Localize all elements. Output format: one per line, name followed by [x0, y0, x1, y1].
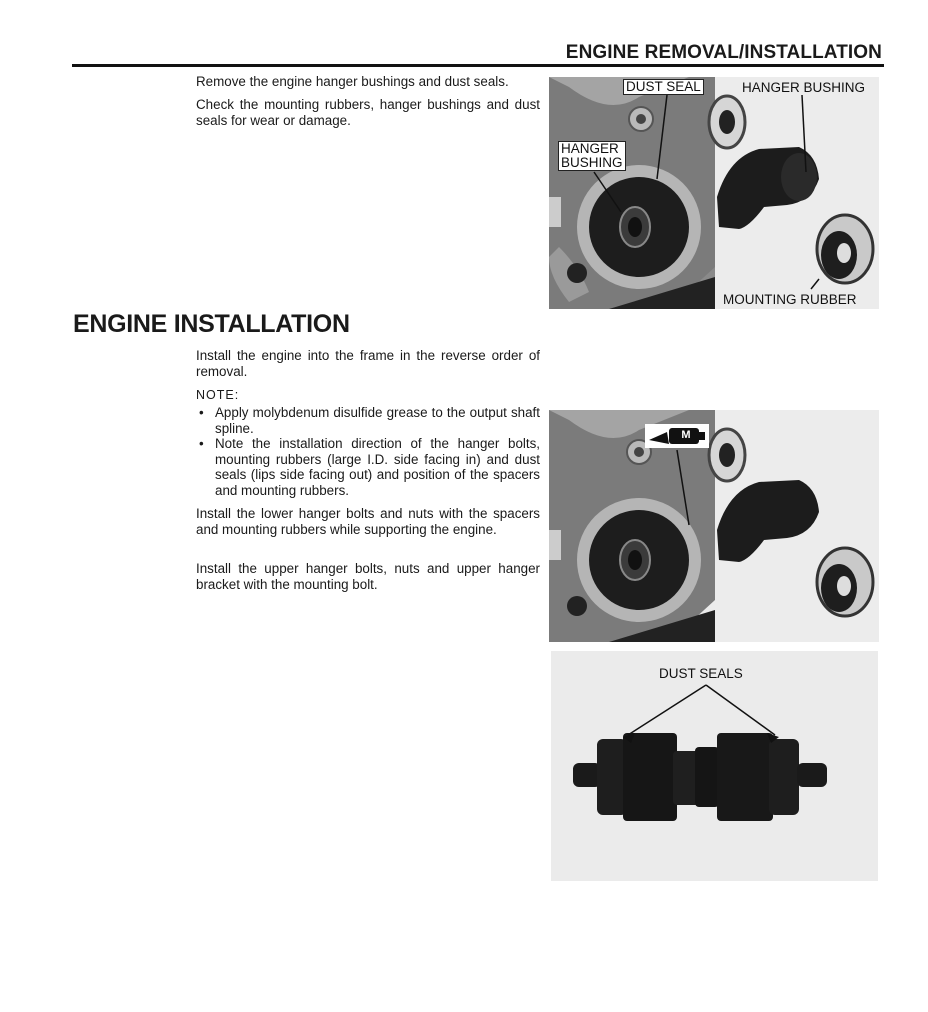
check-instruction: Check the mounting rubbers, hanger bushings and dust seals for wear or damage. [196, 97, 540, 128]
photo-installation [549, 410, 879, 642]
note-label: NOTE: [196, 388, 240, 402]
photo-hanger-bushing-removal [549, 77, 879, 309]
note-list [196, 405, 540, 499]
label-dust-seals: DUST SEALS [659, 666, 743, 681]
grease-symbol-letter: M [681, 429, 691, 441]
page-header-title: ENGINE REMOVAL/INSTALLATION [565, 42, 882, 63]
label-hanger-bushing-right: HANGER BUSHING [742, 80, 866, 95]
install-reverse-instruction: Install the engine into the frame in the reverse order of removal. [196, 348, 540, 379]
photo-dust-seals [551, 651, 878, 881]
section-title-engine-installation: ENGINE INSTALLATION [73, 310, 350, 338]
header-rule [72, 64, 884, 67]
label-hanger-bushing-line2: BUSHING [561, 155, 623, 170]
label-dust-seal: DUST SEAL [623, 79, 704, 95]
label-hanger-bushing-line1: HANGER [561, 141, 619, 156]
remove-instruction: Remove the engine hanger bushings and dust seals. [196, 74, 509, 89]
label-mounting-rubber: MOUNTING RUBBER [723, 292, 857, 307]
label-hanger-bushing-left [558, 141, 626, 171]
note-item: • Apply molybdenum disulfide grease to the output shaft spline. [196, 405, 540, 436]
note-item: • Note the installation direction of the hanger bolts, mounting rubbers (large I.D. side facing in) and dust seals (lips side facing out) and position of the spacers and mounting rubbers. [196, 436, 540, 498]
upper-bolts-instruction: Install the upper hanger bolts, nuts and upper hanger bracket with the mounting bolt. [196, 561, 540, 592]
lower-bolts-instruction: Install the lower hanger bolts and nuts with the spacers and mounting rubbers while supporting the engine. [196, 506, 540, 537]
